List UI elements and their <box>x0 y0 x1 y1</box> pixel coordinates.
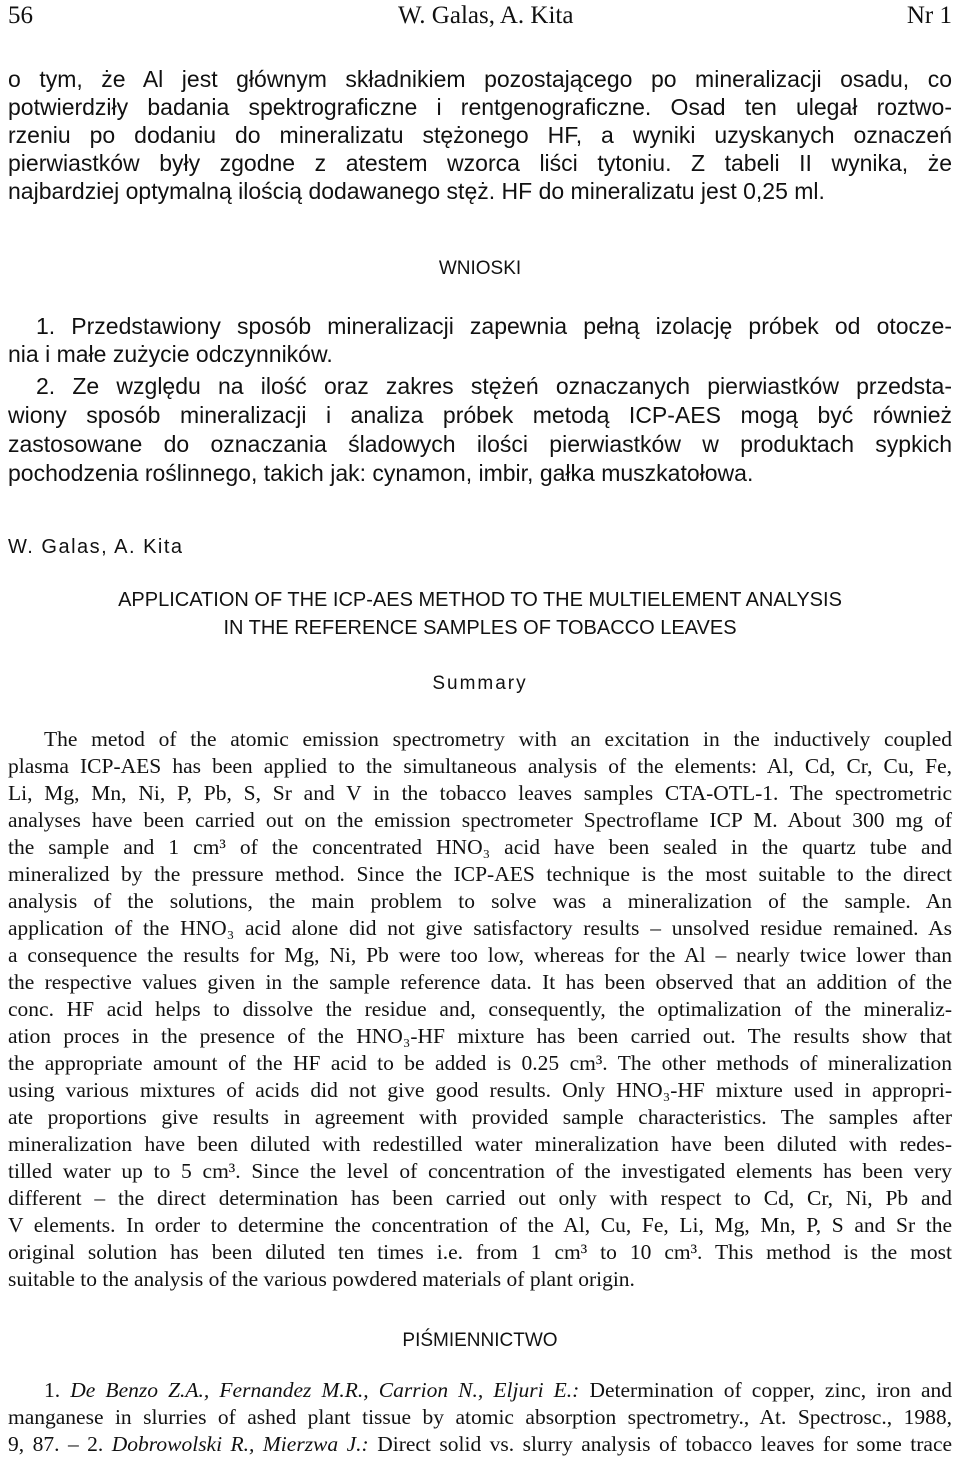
summary-line: plasma ICP-AES has been applied to the simultaneous analysis of the elements: Al, Cd, Cr, Cu, Fe, <box>8 754 952 778</box>
summary-line: application of the HNO₃ acid alone did not give satisfactory results – unsolved residue remained. As <box>8 916 952 940</box>
summary-line: the appropriate amount of the HF acid to be added is 0.25 cm³. The other methods of mineralization <box>8 1051 952 1075</box>
issue-number: Nr 1 <box>906 2 952 29</box>
conclusion-line: 1. Przedstawiony sposób mineralizacji zapewnia pełną izolację próbek od otocze- <box>36 313 952 339</box>
summary-line: tilled water up to 5 cm³. Since the level of concentration of the investigated elements has been very <box>8 1159 952 1183</box>
body-line: o tym, że Al jest głównym składnikiem pozostającego po mineralizacji osadu, co <box>8 66 952 92</box>
summary-line: mineralization have been diluted with redestilled water mineralization have been diluted with redes- <box>8 1132 952 1156</box>
reference-line: manganese in slurries of ashed plant tissue by atomic absorption spectrometry., At. Spectrosc., 1988, <box>8 1405 952 1429</box>
summary-line: different – the direct determination has been carried out only with respect to Cd, Cr, Ni, Pb and <box>8 1186 952 1210</box>
reference-source-end: 9, 87. – 2. <box>8 1432 104 1456</box>
summary-line: mineralized by the pressure method. Since the ICP-AES technique is the most suitable to the direct <box>8 862 952 886</box>
references-heading: PIŚMIENNICTWO <box>402 1330 558 1351</box>
summary-line: original solution has been diluted ten times i.e. from 1 cm³ to 10 cm³. This method is the most <box>8 1240 952 1264</box>
running-header-authors: W. Galas, A. Kita <box>398 2 574 29</box>
reference-authors: Dobrowolski R., Mierzwa J.: <box>111 1432 369 1456</box>
summary-line: analysis of the solutions, the main problem to solve was a mineralization of the sample. An <box>8 889 952 913</box>
body-line: pierwiastków były zgodne z atestem wzorca liści tytoniu. Z tabeli II wynika, że <box>8 150 952 176</box>
summary-line: conc. HF acid helps to dissolve the residue and, consequently, the optimalization of the mineraliz- <box>8 997 952 1021</box>
summary-line: ation proces in the presence of the HNO₃-HF mixture has been carried out. The results show that <box>8 1024 952 1048</box>
summary-line: analyses have been carried out on the emission spectrometer Spectroflame ICP M. About 300 mg of <box>8 808 952 832</box>
conclusion-line: zastosowane do oznaczania śladowych ilości pierwiastków w produktach sypkich <box>8 431 952 457</box>
page-number: 56 <box>8 2 33 29</box>
summary-line: the respective values given in the sample reference data. It has been observed that an addition of the <box>8 970 952 994</box>
conclusion-line: pochodzenia roślinnego, takich jak: cynamon, imbir, gałka muszkatołowa. <box>8 460 754 486</box>
conclusion-line: wiony sposób mineralizacji i analiza próbek metodą ICP-AES mogą być również <box>8 402 952 428</box>
conclusion-line: 2. Ze względu na ilość oraz zakres stężeń oznaczanych pierwiastków przedsta- <box>36 373 952 399</box>
summary-heading: Summary <box>432 673 528 694</box>
summary-line: The metod of the atomic emission spectrometry with an excitation in the inductively coupled <box>44 727 952 751</box>
summary-line: V elements. In order to determine the concentration of the Al, Cu, Fe, Li, Mg, Mn, P, S and Sr the <box>8 1213 952 1237</box>
summary-line: using various mixtures of acids did not give good results. Only HNO₃-HF mixture used in appropri- <box>8 1078 952 1102</box>
body-line: najbardziej optymalną ilością dodawanego stęż. HF do mineralizatu jest 0,25 ml. <box>8 178 825 204</box>
reference-entry-1 <box>44 1378 952 1403</box>
reference-title: Direct solid vs. slurry analysis of tobacco leaves for some trace <box>377 1432 953 1456</box>
summary-line: Li, Mg, Mn, Ni, P, Pb, S, Sr and V in the tobacco leaves samples CTA-OTL-1. The spectrometric <box>8 781 952 805</box>
summary-line: ate proportions give results in agreement with provided sample characteristics. The samples after <box>8 1105 952 1129</box>
summary-line: suitable to the analysis of the various powdered materials of plant origin. <box>8 1267 635 1291</box>
summary-line: a consequence the results for Mg, Ni, Pb were too low, whereas for the Al – nearly twice lower than <box>8 943 952 967</box>
body-line: potwierdziły badania spektrograficzne i rentgenograficzne. Osad ten ulegał roztwo- <box>8 94 952 120</box>
conclusions-heading: WNIOSKI <box>438 258 522 279</box>
reference-number: 1. <box>44 1378 61 1402</box>
summary-authors: W. Galas, A. Kita <box>8 536 184 558</box>
english-title: APPLICATION OF THE ICP-AES METHOD TO THE MULTIELEMENT ANALYSIS <box>118 589 842 611</box>
reference-authors: De Benzo Z.A., Fernandez M.R., Carrion N., Eljuri E.: <box>70 1378 580 1402</box>
conclusion-line: nia i małe zużycie odczynników. <box>8 341 333 367</box>
summary-line: the sample and 1 cm³ of the concentrated HNO₃ acid have been sealed in the quartz tube and <box>8 835 952 859</box>
reference-title: Determination of copper, zinc, iron and <box>589 1378 953 1402</box>
reference-entry-2 <box>8 1432 952 1457</box>
english-title: IN THE REFERENCE SAMPLES OF TOBACCO LEAVES <box>223 617 737 639</box>
body-line: rzeniu po dodaniu do mineralizatu stężonego HF, a wyniki uzyskanych oznaczeń <box>8 122 952 148</box>
